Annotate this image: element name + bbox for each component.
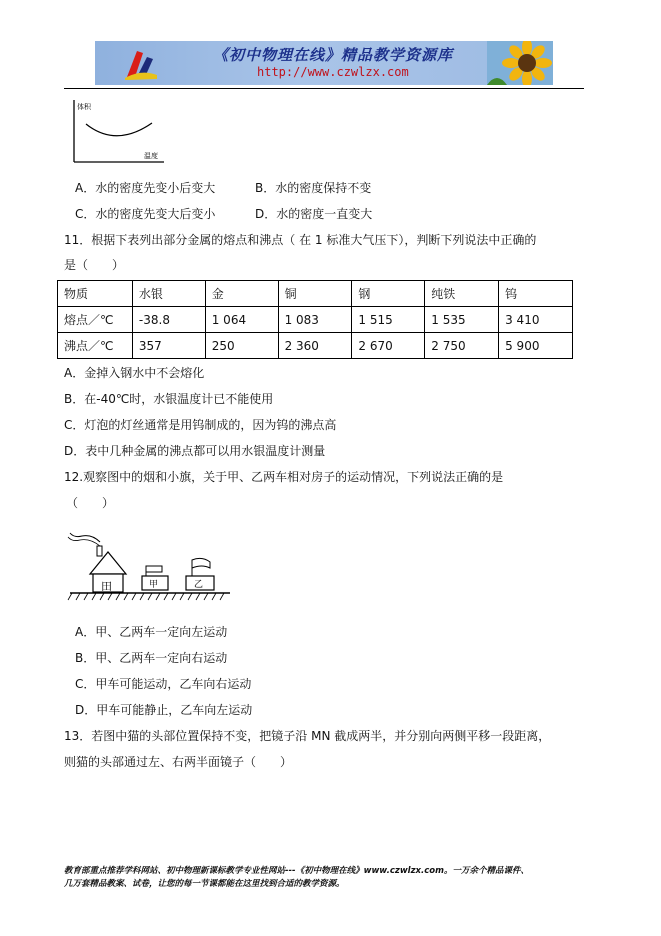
house-cars-figure xyxy=(66,528,232,606)
q12-stem-line1: 12.观察图中的烟和小旗，关于甲、乙两车相对房子的运动情况，下列说法正确的是 xyxy=(64,470,504,484)
table-row xyxy=(58,281,573,307)
table-cell: 2 360 xyxy=(278,333,352,359)
q12-option-d: D．甲车可能静止，乙车向左运动 xyxy=(75,703,253,717)
table-header-cell: 钨 xyxy=(499,281,573,307)
banner-url[interactable]: http://www.czwlzx.com xyxy=(257,65,409,79)
house-window: 田 xyxy=(101,580,112,593)
table-cell: -38.8 xyxy=(132,307,205,333)
q12-option-b: B．甲、乙两车一定向右运动 xyxy=(75,651,228,665)
table-row xyxy=(58,333,573,359)
header-rule xyxy=(64,88,584,89)
table-header-cell: 钢 xyxy=(352,281,425,307)
table-cell: 1 515 xyxy=(352,307,425,333)
table-cell: 沸点／℃ xyxy=(58,333,133,359)
q11-option-c: C．灯泡的灯丝通常是用钨制成的，因为钨的沸点高 xyxy=(64,418,337,432)
q11-stem-line2: 是（ ） xyxy=(64,258,125,272)
table-cell: 2 750 xyxy=(425,333,499,359)
table-cell: 2 670 xyxy=(352,333,425,359)
q11-option-d: D．表中几种金属的沸点都可以用水银温度计测量 xyxy=(64,444,326,458)
table-cell: 250 xyxy=(205,333,278,359)
car-yi xyxy=(186,558,214,590)
volume-temperature-graph xyxy=(66,96,166,168)
sunflower-icon xyxy=(487,41,553,85)
table-cell: 3 410 xyxy=(499,307,573,333)
table-row xyxy=(58,307,573,333)
footer-line2: 几万套精品教案、试卷，让您的每一节课都能在这里找到合适的教学资源。 xyxy=(64,879,345,889)
page-footer xyxy=(64,865,529,891)
footer-line1: 教育部重点推荐学科网站、初中物理新课标教学专业性网站---《初中物理在线》www.czwlzx.com。一万余个精品课件、 xyxy=(64,866,529,876)
table-header-cell: 物质 xyxy=(58,281,133,307)
header-banner xyxy=(95,41,553,85)
q10-option-d: D．水的密度一直变大 xyxy=(255,207,373,221)
table-cell: 5 900 xyxy=(499,333,573,359)
banner-title: 《初中物理在线》精品教学资源库 xyxy=(213,46,454,64)
table-header-cell: 铜 xyxy=(278,281,352,307)
car-yi-label: 乙 xyxy=(194,580,204,590)
metal-properties-table xyxy=(57,280,573,359)
q10-option-a: A．水的密度先变小后变大 xyxy=(75,181,216,195)
q11-stem-line1: 11．根据下表列出部分金属的熔点和沸点（ 在 1 标准大气压下），判断下列说法中正确的 xyxy=(64,233,537,247)
table-cell: 357 xyxy=(132,333,205,359)
table-header-cell: 金 xyxy=(205,281,278,307)
q12-stem-line2: （ ） xyxy=(66,496,115,510)
graph-xlabel: 温度 xyxy=(144,152,158,160)
q10-option-c: C．水的密度先变大后变小 xyxy=(75,207,216,221)
table-header-cell: 水银 xyxy=(132,281,205,307)
q13-stem-line2: 则猫的头部通过左、右两半面镜子（ ） xyxy=(64,755,293,769)
q11-option-b: B．在-40℃时，水银温度计已不能使用 xyxy=(64,392,274,406)
q12-option-a: A．甲、乙两车一定向左运动 xyxy=(75,625,228,639)
q13-stem-line1: 13．若图中猫的头部位置保持不变，把镜子沿 MN 截成两半，并分别向两侧平移一段距离， xyxy=(64,729,551,743)
table-cell: 1 064 xyxy=(205,307,278,333)
car-jia-label: 甲 xyxy=(149,580,159,590)
car-jia xyxy=(142,566,168,590)
table-header-cell: 纯铁 xyxy=(425,281,499,307)
q10-option-b: B．水的密度保持不变 xyxy=(255,181,372,195)
logo-icon xyxy=(123,47,159,81)
q12-option-c: C．甲车可能运动，乙车向右运动 xyxy=(75,677,252,691)
q11-option-a: A．金掉入钢水中不会熔化 xyxy=(64,366,205,380)
graph-ylabel: 体积 xyxy=(77,103,91,111)
graph-curve xyxy=(86,123,152,136)
table-cell: 1 083 xyxy=(278,307,352,333)
table-cell: 熔点／℃ xyxy=(58,307,133,333)
table-cell: 1 535 xyxy=(425,307,499,333)
